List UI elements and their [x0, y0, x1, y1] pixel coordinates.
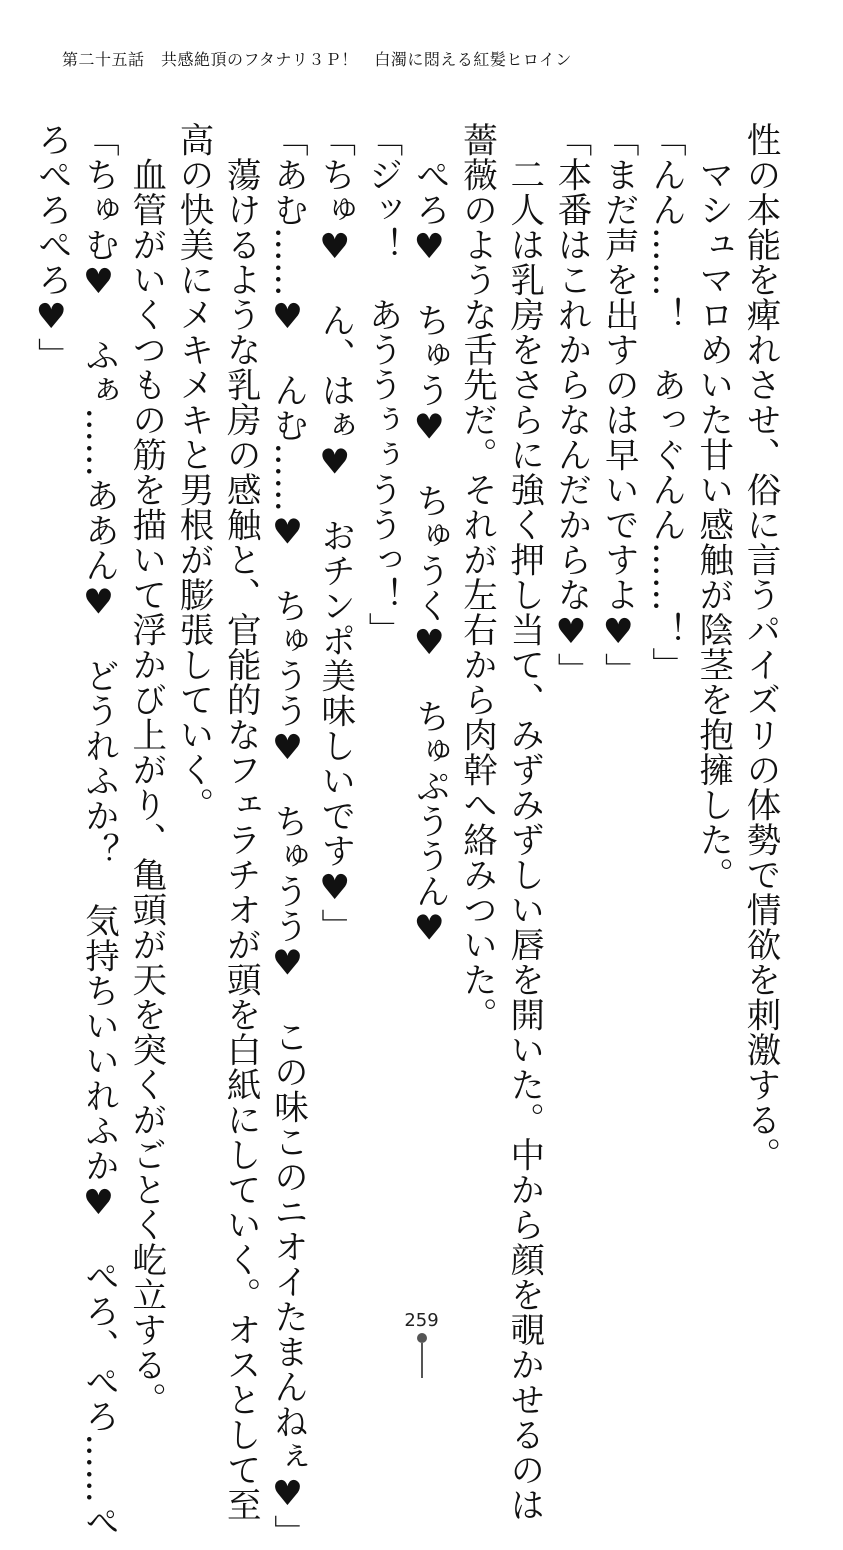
text-line: 薔薇のような舌先だ。それが左右から肉幹へ絡みついた。: [456, 122, 497, 1032]
text-line: ろぺろぺろ♥」: [31, 122, 72, 373]
text-line: 二人は乳房をさらに強く押し当て、みずみずしい唇を開いた。中から顔を覗かせるのは: [503, 122, 544, 1522]
text-line: 「んん……！ あっぐんん……！」: [645, 122, 686, 682]
text-line: ぺろ♥ ちゅう♥ ちゅうく♥ ちゅぷううん♥: [409, 122, 450, 949]
text-line: 性の本能を痺れさせ、俗に言うパイズリの体勢で情欲を刺激する。: [740, 122, 780, 1172]
text-line: 「まだ声を出すのは早いですよ♥」: [598, 122, 639, 688]
text-line: 「あむ……♥ んむ……♥ ちゅうう♥ ちゅうう♥ この味このニオイたまんねぇ♥」: [267, 122, 308, 1550]
page-number: 259: [404, 1310, 439, 1331]
text-line: 「ちゅむ♥ ふぁ……ああん♥ どうれふか？ 気持ちいいれふか♥ ぺろ、ぺろ……ぺ: [78, 122, 119, 1539]
text-line: 高の快美にメキメキと男根が膨張していく。: [173, 122, 213, 822]
text-line: マシュマロめいた甘い感触が陰茎を抱擁した。: [692, 122, 733, 892]
text-line: 蕩けるような乳房の感触と、官能的なフェラチオが頭を白紙にしていく。オスとして至: [220, 122, 261, 1522]
text-line: 「本番はこれからなんだからな♥」: [551, 122, 591, 688]
folio-dot-ornament: [417, 1333, 427, 1343]
folio-line-ornament: [421, 1343, 423, 1378]
text-line: 「ちゅ♥ ん、はぁ♥ おチンポ美味しいです♥」: [314, 122, 355, 944]
text-line: 血管がいくつもの筋を描いて浮かび上がり、亀頭が天を突くがごとく屹立する。: [125, 122, 166, 1417]
text-line: 「ジッ！ あううぅぅううっ！」: [362, 122, 402, 647]
running-header: 第二十五話 共感絶頂のフタナリ３Ｐ！ 白濁に悶える紅髪ヒロイン: [62, 50, 572, 69]
